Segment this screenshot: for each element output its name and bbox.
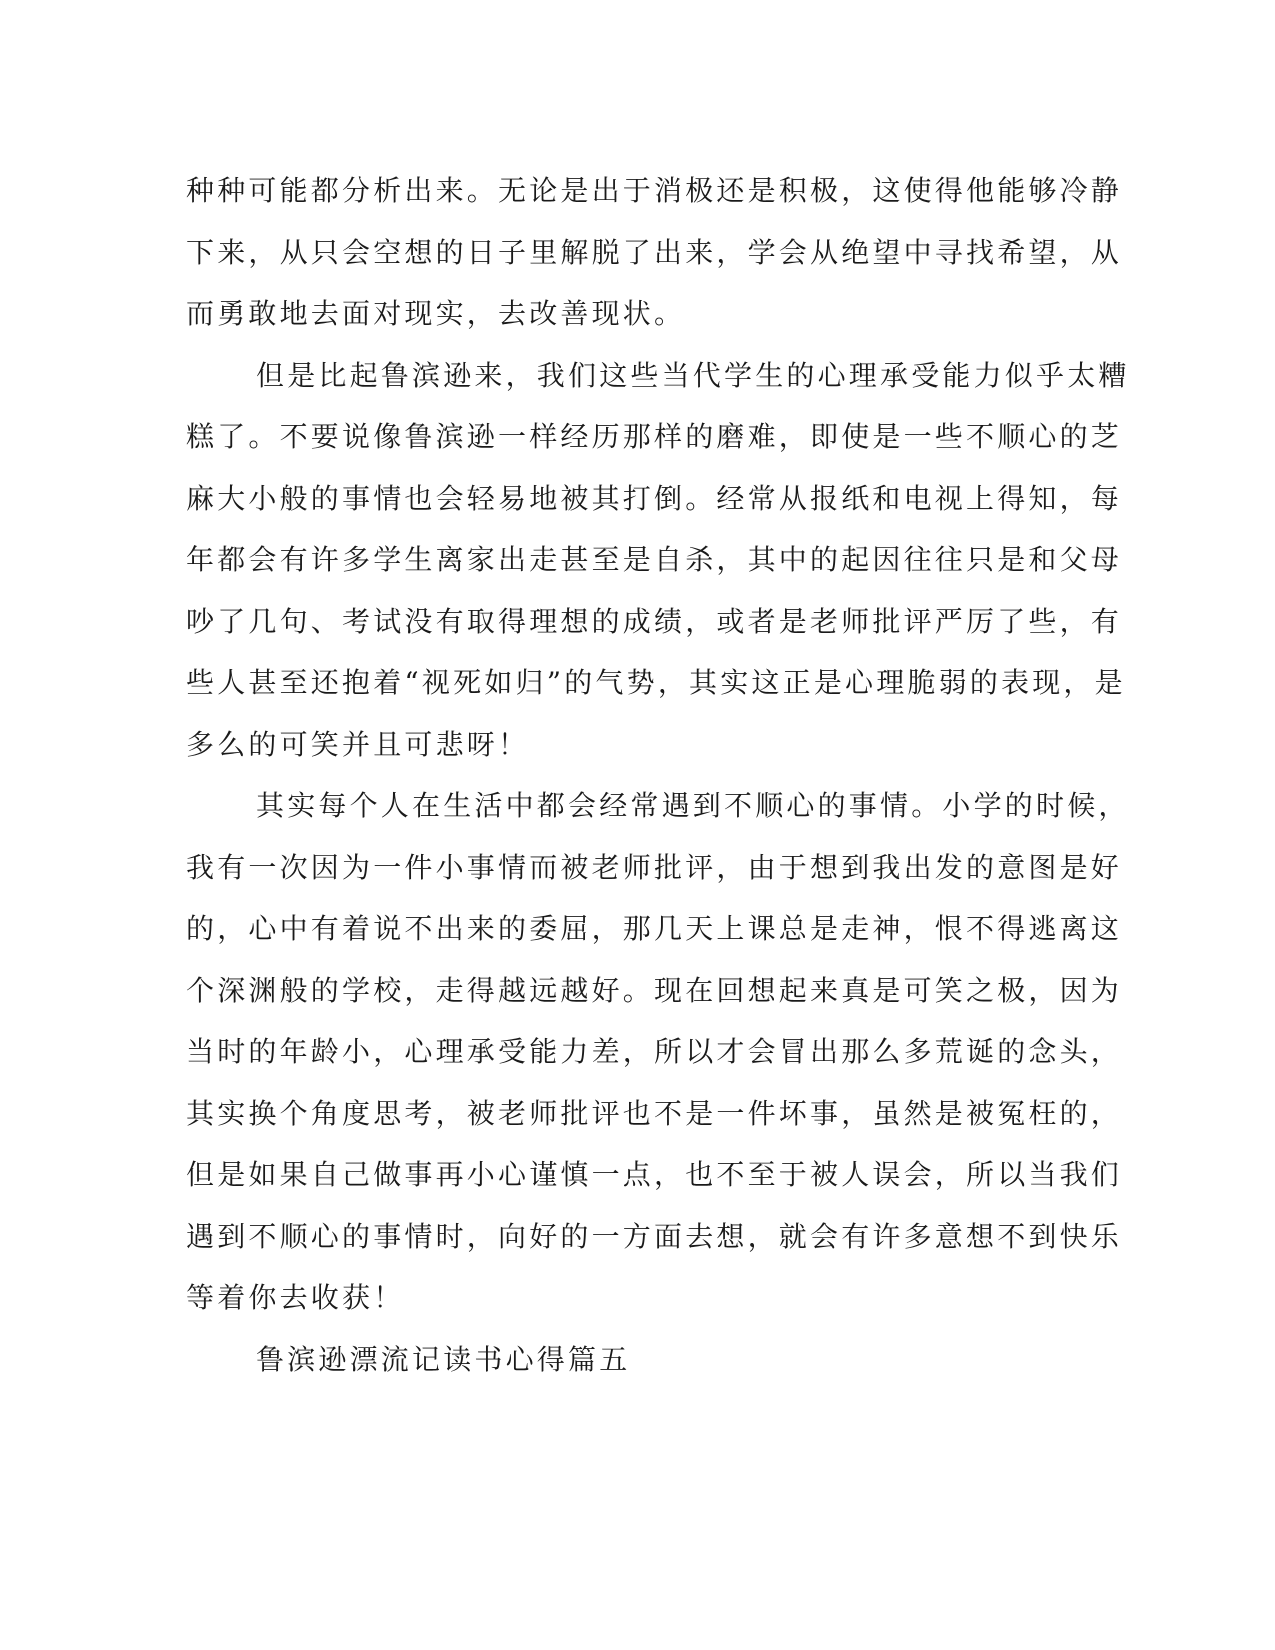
paragraph-1-line-3: 而勇敢地去面对现实，去改善现状。 [186, 297, 686, 330]
paragraph-3-line-1: 其实每个人在生活中都会经常遇到不顺心的事情。小学的时候， [256, 789, 1130, 822]
paragraph-3-line-6: 其实换个角度思考，被老师批评也不是一件坏事，虽然是被冤枉的， [186, 1096, 1123, 1130]
paragraph-3-line-4: 个深渊般的学校，走得越远越好。现在回想起来真是可笑之极，因为 [186, 973, 1123, 1007]
paragraph-2-line-2: 糕了。不要说像鲁滨逊一样经历那样的磨难，即使是一些不顺心的芝 [186, 420, 1123, 453]
paragraph-1-line-1: 种种可能都分析出来。无论是出于消极还是积极，这使得他能够冷静 [186, 174, 1123, 207]
section-heading: 鲁滨逊漂流记读书心得篇五 [256, 1342, 631, 1376]
paragraph-3-line-2: 我有一次因为一件小事情而被老师批评，由于想到我出发的意图是好 [186, 850, 1123, 884]
paragraph-2-line-4: 年都会有许多学生离家出走甚至是自杀，其中的起因往往只是和父母 [186, 543, 1123, 576]
paragraph-3-line-5: 当时的年龄小，心理承受能力差，所以才会冒出那么多荒诞的念头， [186, 1035, 1123, 1068]
paragraph-3-line-9: 等着你去收获！ [186, 1281, 405, 1314]
paragraph-3-line-8: 遇到不顺心的事情时，向好的一方面去想，就会有许多意想不到快乐 [186, 1219, 1123, 1253]
document-body [186, 160, 1130, 1390]
paragraph-2-line-3: 麻大小般的事情也会轻易地被其打倒。经常从报纸和电视上得知，每 [186, 481, 1123, 515]
paragraph-2-line-5: 吵了几句、考试没有取得理想的成绩，或者是老师批评严厉了些，有 [186, 604, 1123, 638]
paragraph-3-line-7: 但是如果自己做事再小心谨慎一点，也不至于被人误会，所以当我们 [186, 1158, 1123, 1191]
paragraph-3-line-3: 的，心中有着说不出来的委屈，那几天上课总是走神，恨不得逃离这 [186, 912, 1123, 945]
paragraph-2-line-7: 多么的可笑并且可悲呀！ [186, 727, 530, 761]
paragraph-2-line-6: 些人甚至还抱着“视死如归”的气势，其实这正是心理脆弱的表现，是 [186, 666, 1126, 699]
paragraph-2-line-1: 但是比起鲁滨逊来，我们这些当代学生的心理承受能力似乎太糟 [256, 358, 1130, 392]
paragraph-1-line-2: 下来，从只会空想的日子里解脱了出来，学会从绝望中寻找希望，从 [186, 235, 1123, 269]
